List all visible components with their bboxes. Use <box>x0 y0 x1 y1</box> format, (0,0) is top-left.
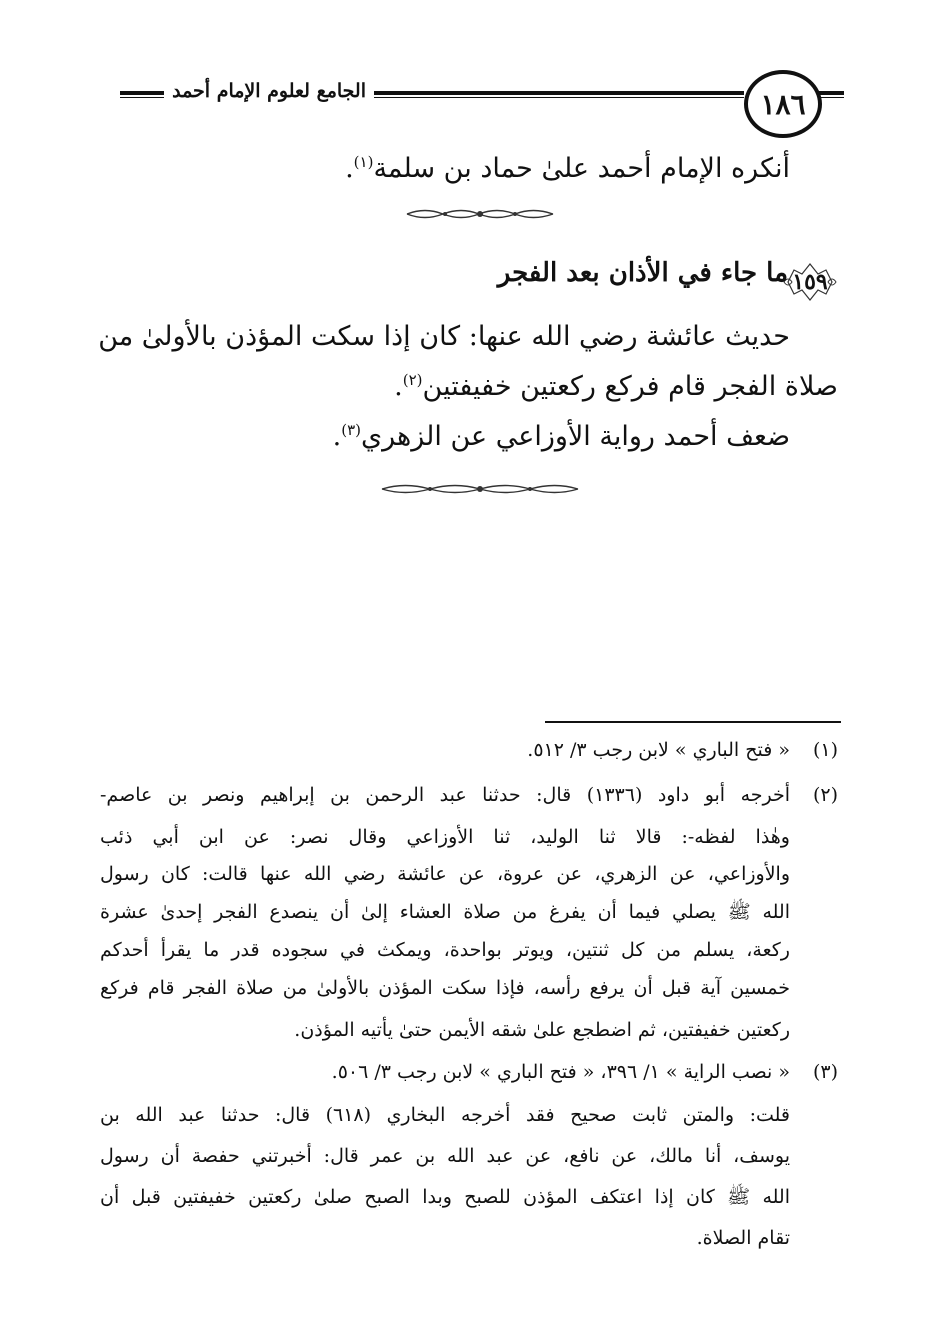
body-line-1-end: . <box>345 153 354 184</box>
footnote-3-number: (٣) <box>812 1061 838 1083</box>
footnote-2-line-1: أخرجه أبو داود (١٣٣٦) قال: حدثنا عبد الرحمن بن إبراهيم ونصر بن عاصم- <box>100 784 791 806</box>
footnote-3-line-4: تقام الصلاة. <box>696 1227 790 1249</box>
footnote-2-line-2: وهٰذا لفظه-: قالا ثنا الوليد، ثنا الأوزاعي وقال نصر: عن ابن أبي ذئب <box>100 826 790 848</box>
body-line-3-text: صلاة الفجر قام فركع ركعتين خفيفتين <box>422 371 838 402</box>
book-title: الجامع لعلوم الإمام أحمد <box>164 80 374 102</box>
footnote-1-text: « فتح الباري » لابن رجب ٣/ ٥١٢. <box>527 739 790 761</box>
footnote-2-line-6: خمسين آية قبل أن يرفع رأسه، فإذا سكت المؤذن بالأولىٰ من صلاة الفجر قام فركع <box>100 977 790 999</box>
footnote-2-line-5: ركعة، يسلم من كل ثنتين، ويوتر بواحدة، ويمكث في سجوده قدر ما يقرأ أحدكم <box>100 939 790 961</box>
footnote-2-line-7: ركعتين خفيفتين، ثم اضطجع علىٰ شقه الأيمن حتىٰ يأتيه المؤذن. <box>294 1019 790 1041</box>
section-number: ١٥٩ <box>792 269 828 295</box>
footnote-3-line-2: يوسف، أنا مالك، عن نافع، عن عبد الله بن عمر قال: أخبرتني حفصة أن رسول <box>100 1145 790 1167</box>
ornament-divider-icon <box>405 207 555 221</box>
body-line-3-end: . <box>394 371 403 402</box>
footnote-1-number: (١) <box>812 739 838 761</box>
body-line-1-text: أنكره الإمام أحمد علىٰ حماد بن سلمة <box>373 153 790 184</box>
page-number: ١٨٦ <box>744 70 822 138</box>
footnote-separator <box>545 721 841 723</box>
running-header <box>100 66 842 132</box>
body-line-2-text: حديث عائشة رضي الله عنها: كان إذا سكت المؤذن بالأولىٰ من <box>98 321 790 352</box>
footnote-ref-1: (١) <box>353 153 374 171</box>
header-rule-mid-thin <box>368 97 744 98</box>
body-line-2 <box>98 320 790 354</box>
footnote-3-line-3: الله ﷺ كان إذا اعتكف المؤذن للصبح وبدا الصبح صلىٰ ركعتين خفيفتين قبل أن <box>100 1186 790 1208</box>
body-line-4-end: . <box>332 421 342 452</box>
footnote-2-line-4: الله ﷺ يصلي فيما أن يفرغ من صلاة العشاء إلىٰ أن ينصدع الفجر إحدىٰ عشرة <box>100 901 790 923</box>
footnote-3-text: « نصب الراية » ١/ ٣٩٦، « فتح الباري » لابن رجب ٣/ ٥٠٦. <box>331 1061 790 1083</box>
footnote-ref-3: (٣) <box>341 421 361 439</box>
footnote-2-number: (٢) <box>812 784 838 806</box>
body-line-1 <box>345 152 790 186</box>
body-line-4 <box>333 420 790 454</box>
body-line-4-text: ضعف أحمد رواية الأوزاعي عن الزهري <box>360 421 790 452</box>
footnote-2-line-3: والأوزاعي، عن الزهري، عن عروة، عن عائشة رضي الله عنها قالت: كان رسول <box>100 863 790 885</box>
footnote-3-line-1: قلت: والمتن ثابت صحيح فقد أخرجه البخاري (٦١٨) قال: حدثنا عبد الله بن <box>100 1104 790 1126</box>
section-title: ما جاء في الأذان بعد الفجر <box>497 258 788 288</box>
ornament-divider-icon <box>380 482 580 496</box>
section-number-badge <box>780 258 840 306</box>
header-rule-mid <box>368 91 744 95</box>
body-line-3 <box>394 370 838 404</box>
footnote-ref-2: (٢) <box>402 371 423 389</box>
